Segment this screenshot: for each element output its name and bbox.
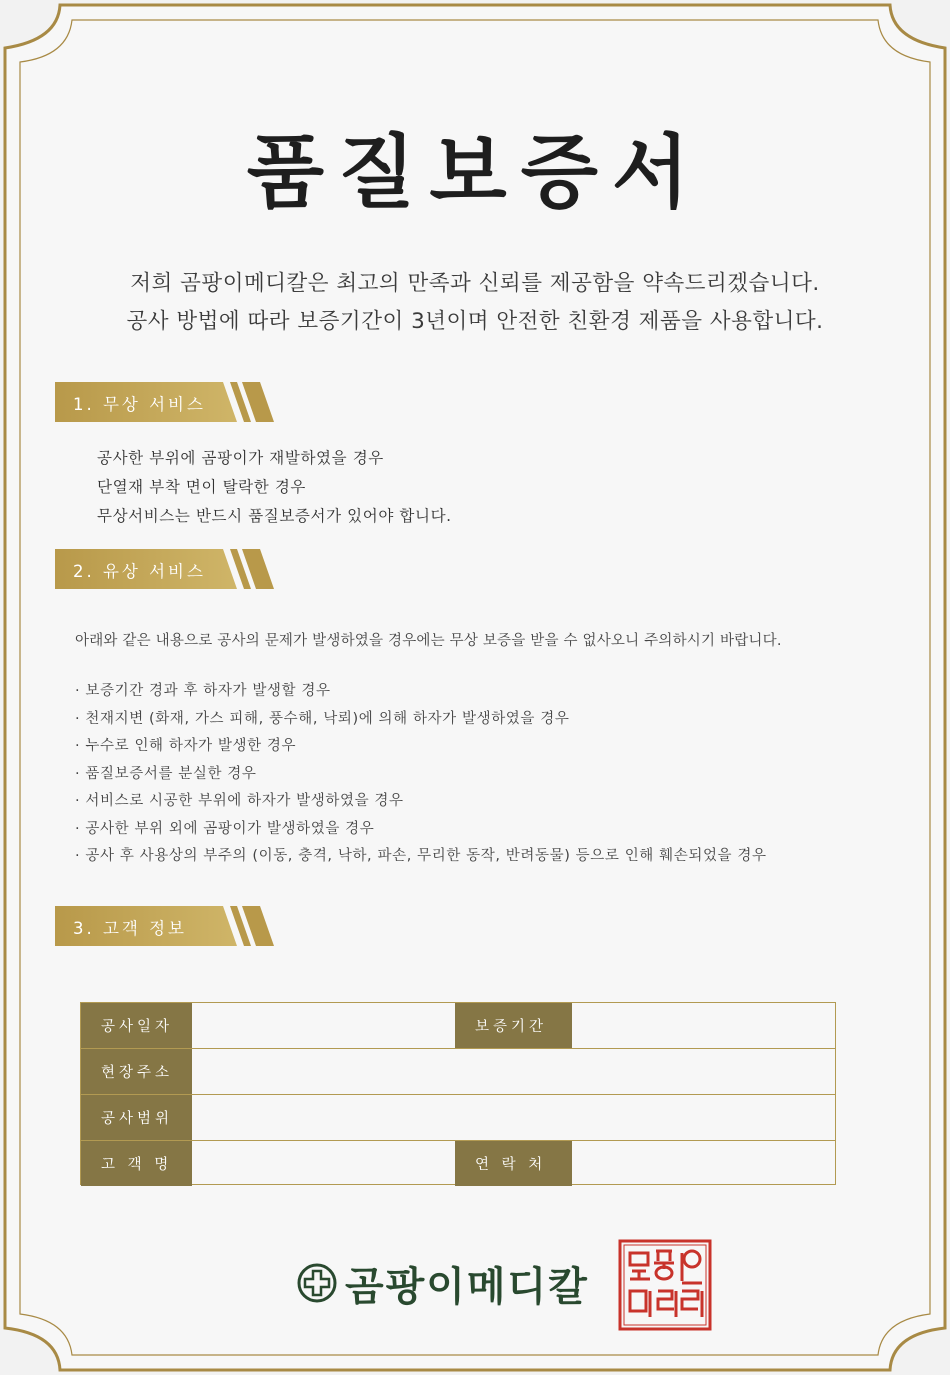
list-item: · 공사한 부위 외에 곰팡이가 발생하였을 경우 [75, 820, 375, 837]
intro-text [0, 265, 950, 341]
section-header-paid-service [55, 549, 275, 589]
medical-cross-icon [295, 1261, 339, 1305]
section-header-label: 1. 무상 서비스 [73, 395, 206, 414]
table-row [81, 1003, 835, 1049]
section-header-free-service [55, 382, 275, 422]
site-address-label: 현장주소 [81, 1049, 192, 1094]
list-item: · 품질보증서를 분실한 경우 [75, 765, 257, 782]
table-row [81, 1141, 835, 1186]
warranty-period-field[interactable] [572, 1003, 835, 1048]
section-header-label: 2. 유상 서비스 [73, 562, 206, 581]
intro-line: 공사 방법에 따라 보증기간이 3년이며 안전한 친환경 제품을 사용합니다. [126, 309, 824, 334]
list-item: 무상서비스는 반드시 품질보증서가 있어야 합니다. [97, 507, 452, 525]
work-date-field[interactable] [192, 1003, 455, 1048]
document-title: 품질보증서 [246, 126, 704, 219]
table-row [81, 1049, 835, 1095]
list-item: · 누수로 인해 하자가 발생한 경우 [75, 738, 297, 754]
work-scope-field[interactable] [192, 1095, 835, 1140]
list-item: · 천재지변 (화재, 가스 피해, 풍수해, 낙뢰)에 의해 하자가 발생하였을 경우 [75, 710, 570, 727]
list-item: 단열재 부착 면이 탈락한 경우 [97, 478, 306, 496]
section-header-label: 3. 고객 정보 [73, 919, 187, 938]
paid-service-list [75, 678, 767, 871]
contact-label: 연 락 처 [455, 1141, 572, 1186]
customer-info-table [80, 1002, 836, 1185]
contact-field[interactable] [572, 1141, 835, 1186]
list-item: · 서비스로 시공한 부위에 하자가 발생하였을 경우 [75, 793, 404, 809]
free-service-list [97, 444, 452, 531]
table-row [81, 1095, 835, 1141]
list-item: · 보증기간 경과 후 하자가 발생할 경우 [75, 683, 331, 699]
work-date-label: 공사일자 [81, 1003, 192, 1048]
list-item: · 공사 후 사용상의 부주의 (이동, 충격, 낙하, 파손, 무리한 동작, 반려동물) 등으로 인해 훼손되었을 경우 [75, 848, 767, 864]
customer-name-label: 고 객 명 [81, 1141, 192, 1186]
list-item: 공사한 부위에 곰팡이가 재발하였을 경우 [97, 449, 384, 467]
paid-service-note: 아래와 같은 내용으로 공사의 문제가 발생하였을 경우에는 무상 보증을 받을 수 없사오니 주의하시기 바랍니다. [75, 633, 782, 649]
company-name: 곰팡이메디칼 [345, 1263, 589, 1310]
warranty-period-label: 보증기간 [455, 1003, 572, 1048]
company-seal-stamp [618, 1239, 712, 1331]
company-logo [295, 1255, 589, 1311]
section-header-customer-info [55, 906, 275, 946]
site-address-field[interactable] [192, 1049, 835, 1094]
work-scope-label: 공사범위 [81, 1095, 192, 1140]
customer-name-field[interactable] [192, 1141, 455, 1186]
intro-line: 저희 곰팡이메디칼은 최고의 만족과 신뢰를 제공함을 약속드리겠습니다. [130, 271, 820, 296]
